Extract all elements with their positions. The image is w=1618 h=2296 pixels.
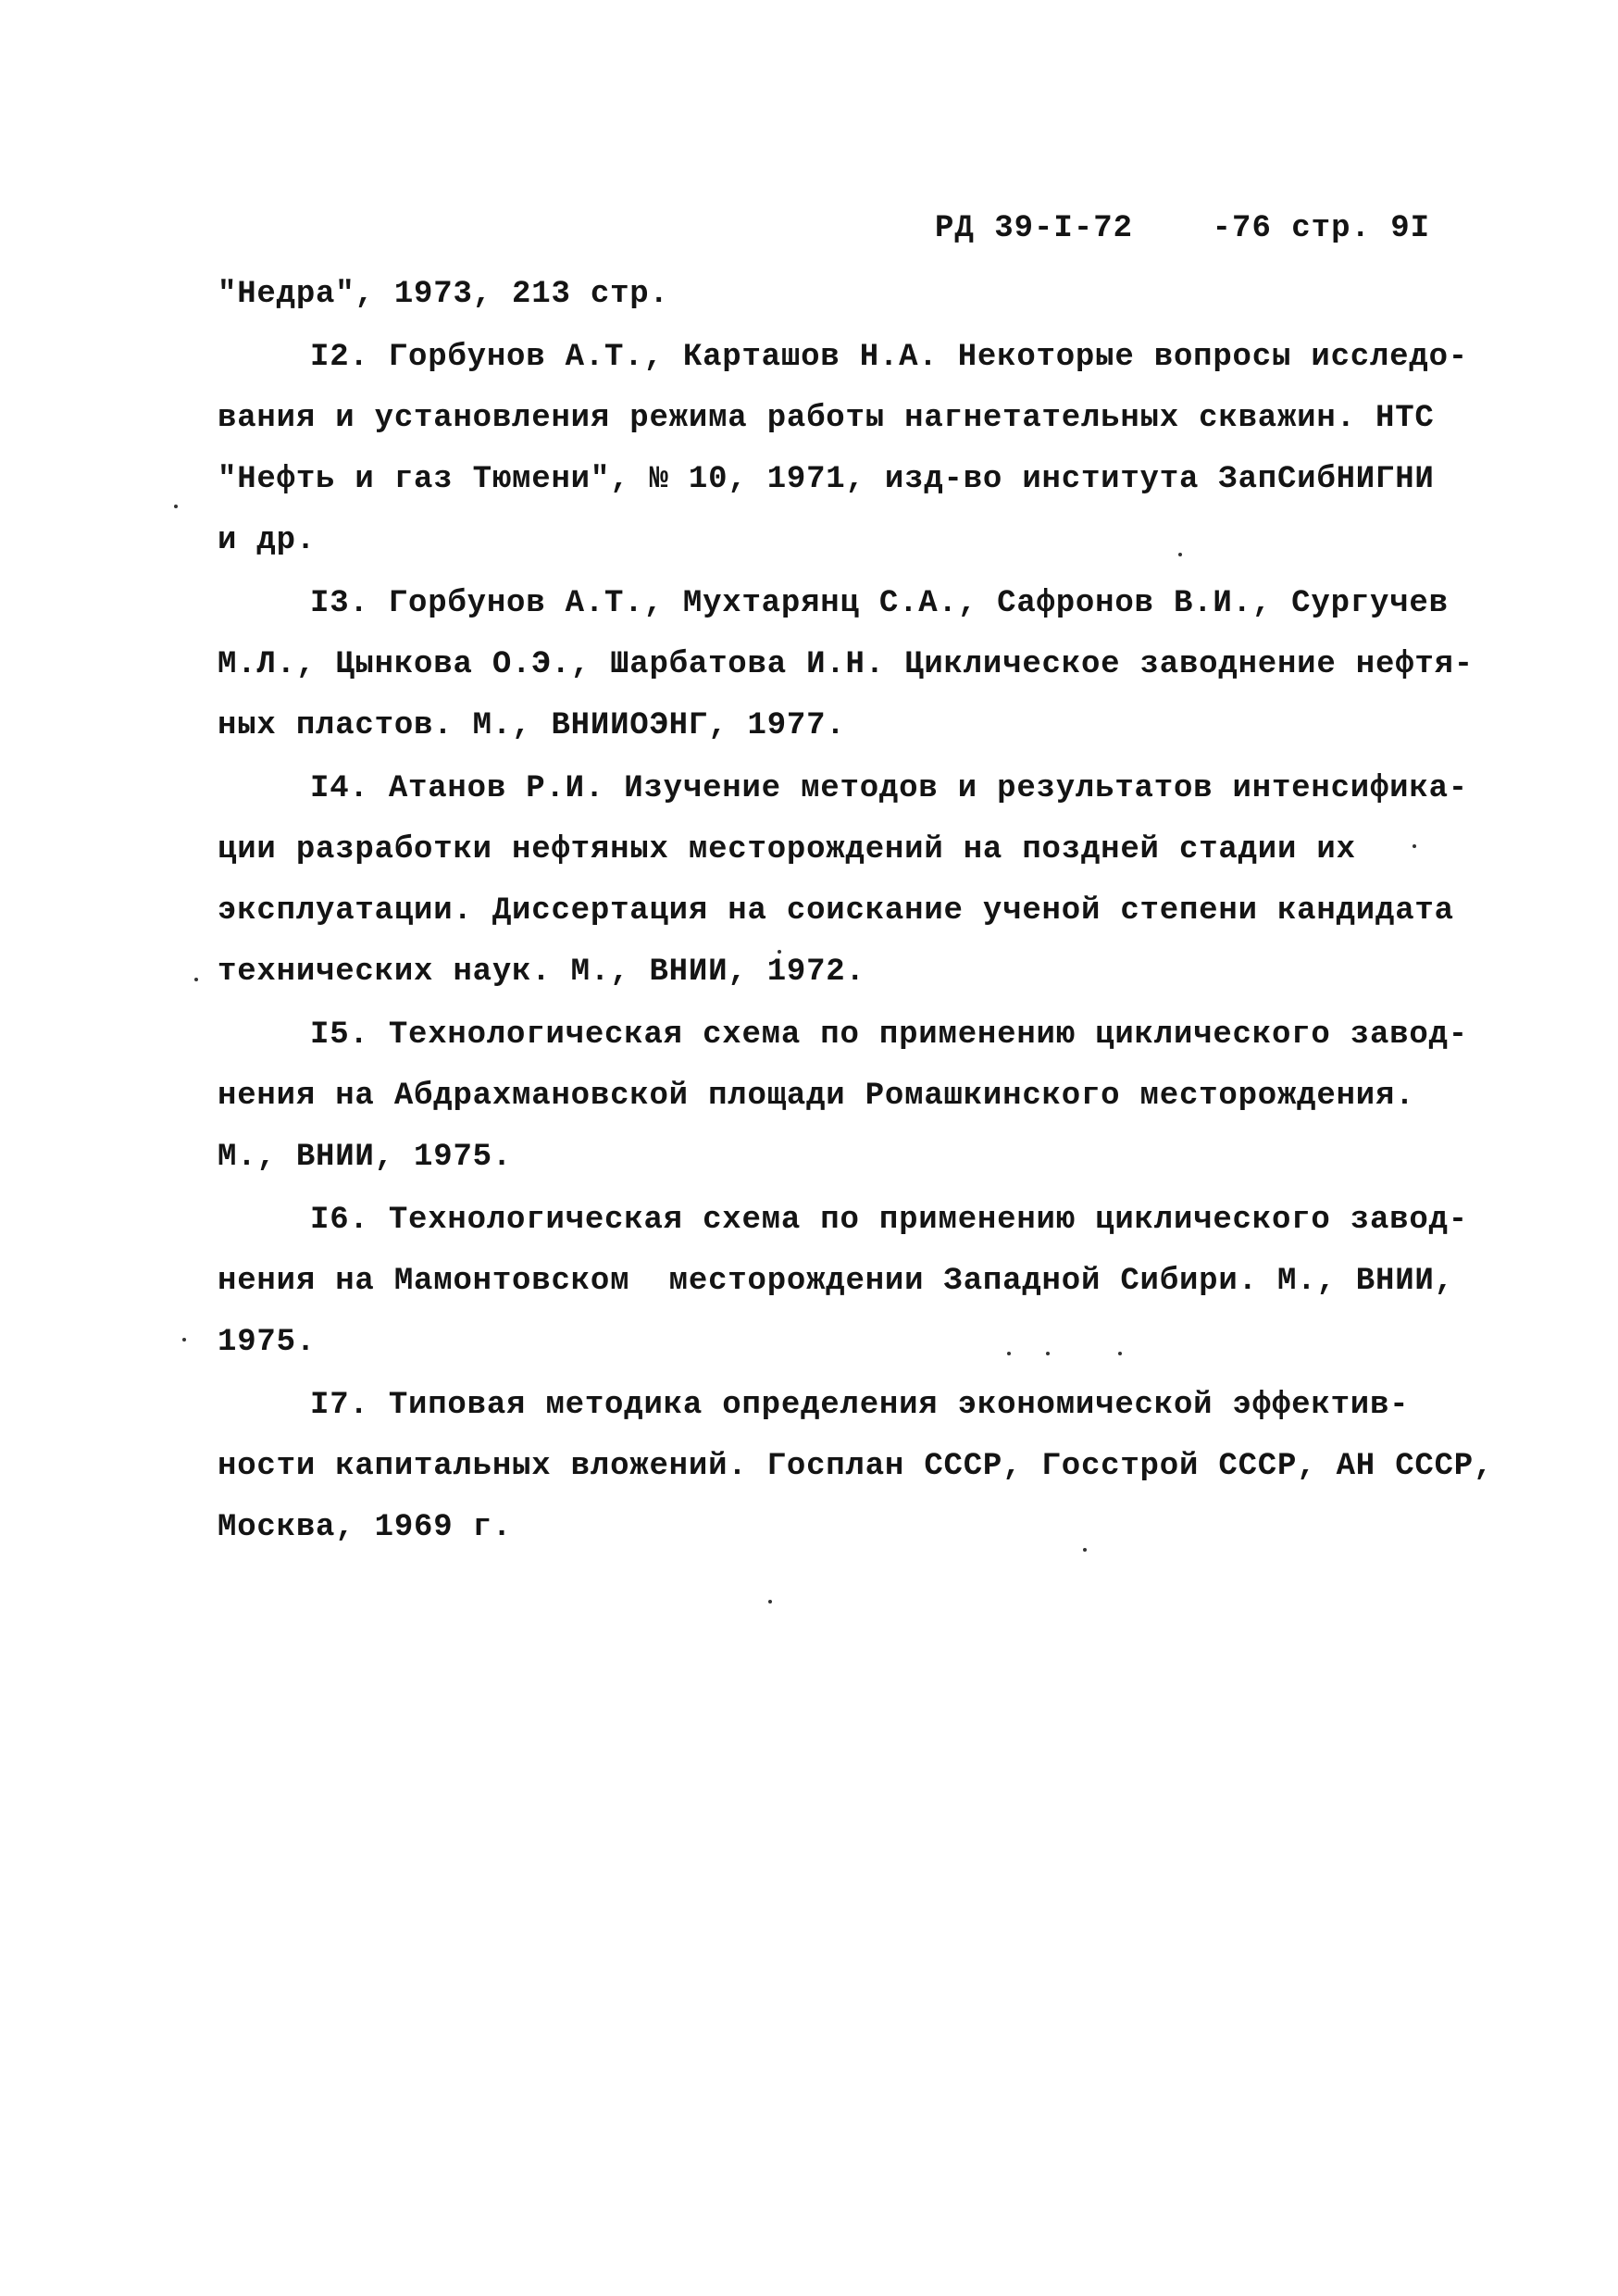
scan-speck: [1083, 1548, 1087, 1552]
reference-12-line-2: вания и установления режима работы нагнетательных скважин. НТС: [218, 401, 1435, 436]
reference-14-line-1: I4. Атанов Р.И. Изучение методов и результатов интенсифика-: [310, 771, 1468, 806]
reference-13-line-3: ных пластов. М., ВНИИОЭНГ, 1977.: [218, 708, 846, 743]
reference-14-line-3: эксплуатации. Диссертация на соискание ученой степени кандидата: [218, 893, 1454, 929]
reference-14-line-4: технических наук. М., ВНИИ, 1972.: [218, 955, 865, 990]
scan-speck: [182, 1338, 186, 1341]
reference-15-line-2: нения на Абдрахмановской площади Ромашкинского месторождения.: [218, 1079, 1415, 1114]
scan-speck: [1007, 1352, 1011, 1355]
scan-speck: [1178, 553, 1182, 556]
reference-17-line-1: I7. Типовая методика определения экономической эффектив-: [310, 1388, 1410, 1423]
scan-speck: [778, 950, 781, 954]
reference-12-line-3: "Нефть и газ Тюмени", № 10, 1971, изд-во института ЗапСибНИГНИ: [218, 462, 1435, 497]
reference-17-line-2: ности капитальных вложений. Госплан СССР, Госстрой СССР, АН СССР,: [218, 1449, 1494, 1484]
scan-speck: [768, 1600, 772, 1603]
reference-17-line-3: Москва, 1969 г.: [218, 1510, 513, 1545]
scan-speck: [1118, 1352, 1122, 1355]
reference-15-line-1: I5. Технологическая схема по применению циклического завод-: [310, 1017, 1468, 1053]
reference-12-line-1: I2. Горбунов А.Т., Карташов Н.А. Некоторые вопросы исследо-: [310, 340, 1468, 375]
reference-line: "Недра", 1973, 213 стр.: [218, 277, 669, 312]
reference-16-line-2: нения на Мамонтовском месторождении Западной Сибири. М., ВНИИ,: [218, 1264, 1454, 1299]
reference-12-line-4: и др.: [218, 523, 317, 558]
scan-speck: [1046, 1352, 1050, 1355]
reference-13-line-1: I3. Горбунов А.Т., Мухтарянц С.А., Сафронов В.И., Сургучев: [310, 586, 1449, 621]
reference-16-line-1: I6. Технологическая схема по применению циклического завод-: [310, 1203, 1468, 1238]
page-header: РД 39-I-72 -76 стр. 9I: [935, 211, 1431, 246]
reference-13-line-2: М.Л., Цынкова О.Э., Шарбатова И.Н. Циклическое заводнение нефтя-: [218, 647, 1475, 682]
reference-14-line-2: ции разработки нефтяных месторождений на поздней стадии их: [218, 832, 1356, 867]
scan-speck: [174, 505, 178, 508]
scan-speck: [194, 978, 198, 981]
scan-speck: [1413, 844, 1416, 848]
reference-16-line-3: 1975.: [218, 1325, 317, 1360]
reference-15-line-3: М., ВНИИ, 1975.: [218, 1140, 513, 1175]
